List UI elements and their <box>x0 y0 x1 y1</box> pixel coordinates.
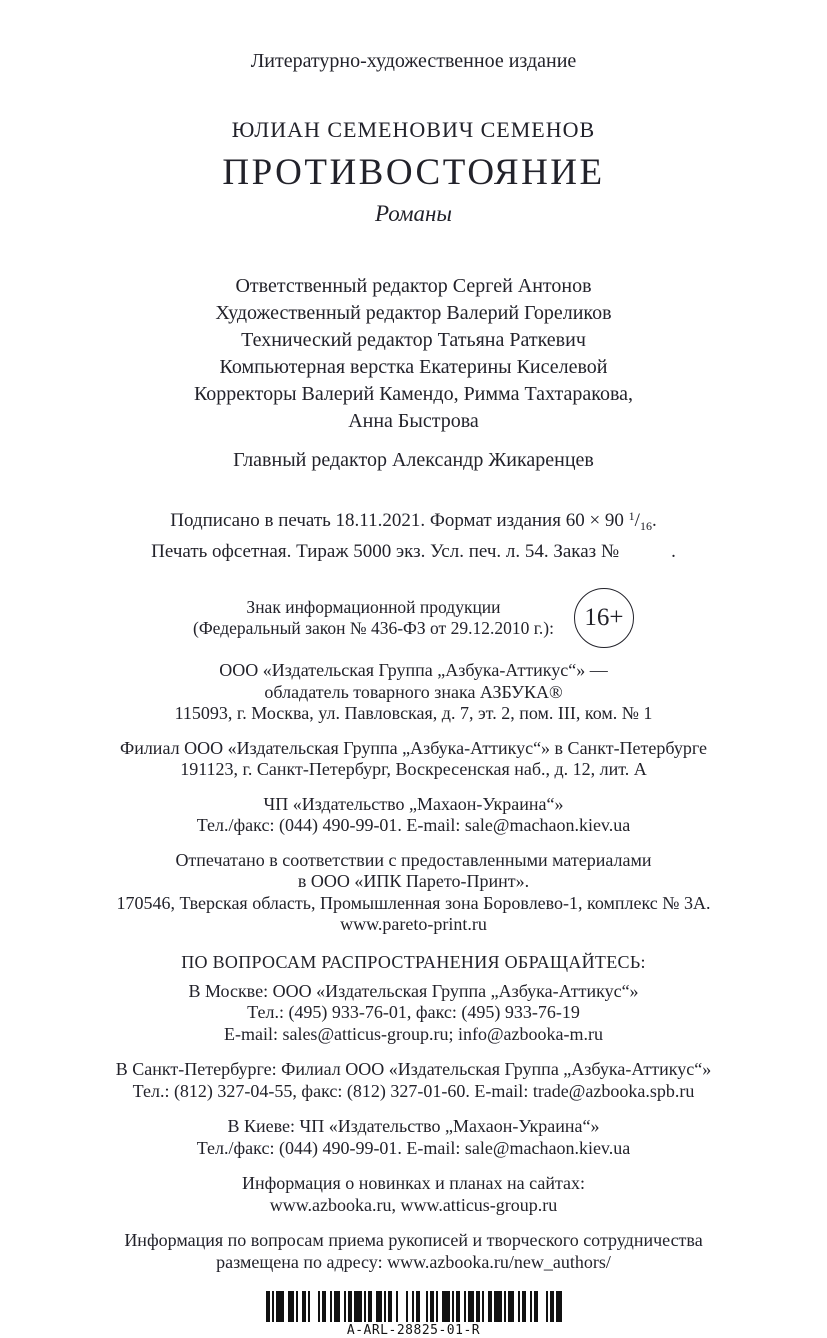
barcode-bars <box>0 1291 827 1322</box>
distribution-block-moscow <box>0 981 827 1046</box>
imprint-line: www.pareto-print.ru <box>340 914 487 934</box>
credit-line: Анна Быстрова <box>348 410 479 432</box>
fraction-numerator: 1 <box>628 509 635 523</box>
print-info-text: . <box>671 541 676 562</box>
imprint-line: 115093, г. Москва, ул. Павловская, д. 7, эт. 2, пом. III, ком. № 1 <box>174 703 653 723</box>
print-info-text: . <box>651 510 657 531</box>
imprint-block-machaon <box>0 794 827 837</box>
distribution-section <box>0 981 827 1274</box>
age-rating-badge: 16+ <box>574 588 634 648</box>
distribution-line: В Санкт-Петербурге: Филиал ООО «Издательская Группа „Азбука-Аттикус“» <box>115 1059 712 1079</box>
distribution-block-kiev <box>0 1116 827 1159</box>
credit-line: Художественный редактор Валерий Гореликов <box>215 302 612 324</box>
credit-line: Ответственный редактор Сергей Антонов <box>235 275 592 297</box>
imprint-line: Отпечатано в соответствии с предоставленными материалами <box>175 849 652 870</box>
distribution-block-manuscripts <box>0 1230 827 1273</box>
imprint-line: ООО «Издательская Группа „Азбука-Аттикус“» — <box>219 660 608 680</box>
distribution-line: E-mail: sales@atticus-group.ru; info@azbooka-m.ru <box>223 1023 604 1044</box>
distribution-line: Тел./факс: (044) 490-99-01. E-mail: sale@machaon.kiev.ua <box>196 1137 631 1158</box>
age-mark-label <box>193 597 554 639</box>
imprint-section <box>0 660 827 936</box>
imprint-line: Филиал ООО «Издательская Группа „Азбука-Аттикус“» в Санкт-Петербурге <box>119 737 708 758</box>
distribution-line: Тел.: (495) 933-76-01, факс: (495) 933-76-19 <box>247 1002 580 1022</box>
imprint-block-publisher <box>0 660 827 725</box>
age-mark-label-line-1: Знак информационной продукции <box>246 597 501 617</box>
imprint-line: ЧП «Издательство „Махаон-Украина“» <box>263 793 564 814</box>
credit-line: Корректоры Валерий Камендо, Римма Тахтаракова, <box>193 383 634 405</box>
imprint-line: в ООО «ИПК Парето-Принт». <box>297 871 530 891</box>
imprint-line: Тел./факс: (044) 490-99-01. E-mail: sale@machaon.kiev.ua <box>196 815 631 835</box>
distribution-block-news-sites <box>0 1173 827 1216</box>
print-info-line-1 <box>0 504 827 539</box>
chief-editor-line: Главный редактор Александр Жикаренцев <box>233 449 594 471</box>
distribution-line: В Киеве: ЧП «Издательство „Махаон-Украина“» <box>227 1116 600 1136</box>
fraction-separator: / <box>634 510 640 531</box>
imprint-line: обладатель товарного знака АЗБУКА® <box>264 681 563 702</box>
distribution-line: В Москве: ООО «Издательская Группа „Азбука-Аттикус“» <box>188 980 639 1001</box>
barcode <box>0 1291 827 1338</box>
distribution-block-spb <box>0 1059 827 1102</box>
distribution-line: Информация о новинках и планах на сайтах: <box>241 1173 586 1193</box>
imprint-line: 191123, г. Санкт-Петербург, Воскресенская наб., д. 12, лит. А <box>180 759 647 779</box>
credit-line: Компьютерная верстка Екатерины Киселевой <box>219 356 608 378</box>
edition-type: Литературно-художественное издание <box>250 50 577 72</box>
imprint-block-spb-branch <box>0 738 827 781</box>
credit-line: Технический редактор Татьяна Раткевич <box>241 329 586 351</box>
print-info-line-2 <box>0 539 827 564</box>
imprint-line: 170546, Тверская область, Промышленная зона Боровлево-1, комплекс № 3А. <box>116 892 711 913</box>
barcode-label: A-ARL-28825-01-R <box>346 1323 481 1338</box>
print-info-text: Печать офсетная. Тираж 5000 экз. Усл. печ. л. 54. Заказ № <box>151 541 620 562</box>
age-mark-row <box>0 588 827 648</box>
distribution-line: Тел.: (812) 327-04-55, факс: (812) 327-01-60. E-mail: trade@azbooka.spb.ru <box>132 1080 695 1101</box>
print-info-text: Подписано в печать 18.11.2021. Формат издания 60 × 90 <box>170 510 629 531</box>
distribution-header: ПО ВОПРОСАМ РАСПРОСТРАНЕНИЯ ОБРАЩАЙТЕСЬ: <box>181 951 646 972</box>
print-info <box>0 504 827 564</box>
fraction-denominator: 16 <box>639 519 652 533</box>
imprint-block-printer <box>0 850 827 936</box>
book-subtitle: Романы <box>374 201 452 226</box>
age-mark-label-line-2: (Федеральный закон № 436-ФЗ от 29.12.2010 г.): <box>193 618 554 638</box>
distribution-line: размещена по адресу: www.azbooka.ru/new_authors/ <box>216 1251 611 1272</box>
book-title: ПРОТИВОСТОЯНИЕ <box>222 152 605 193</box>
author-name: ЮЛИАН СЕМЕНОВИЧ СЕМЕНОВ <box>231 117 596 142</box>
distribution-line: Информация по вопросам приема рукописей и творческого сотрудничества <box>124 1230 703 1250</box>
distribution-line: www.azbooka.ru, www.atticus-group.ru <box>269 1194 558 1215</box>
credits-block <box>0 273 827 435</box>
